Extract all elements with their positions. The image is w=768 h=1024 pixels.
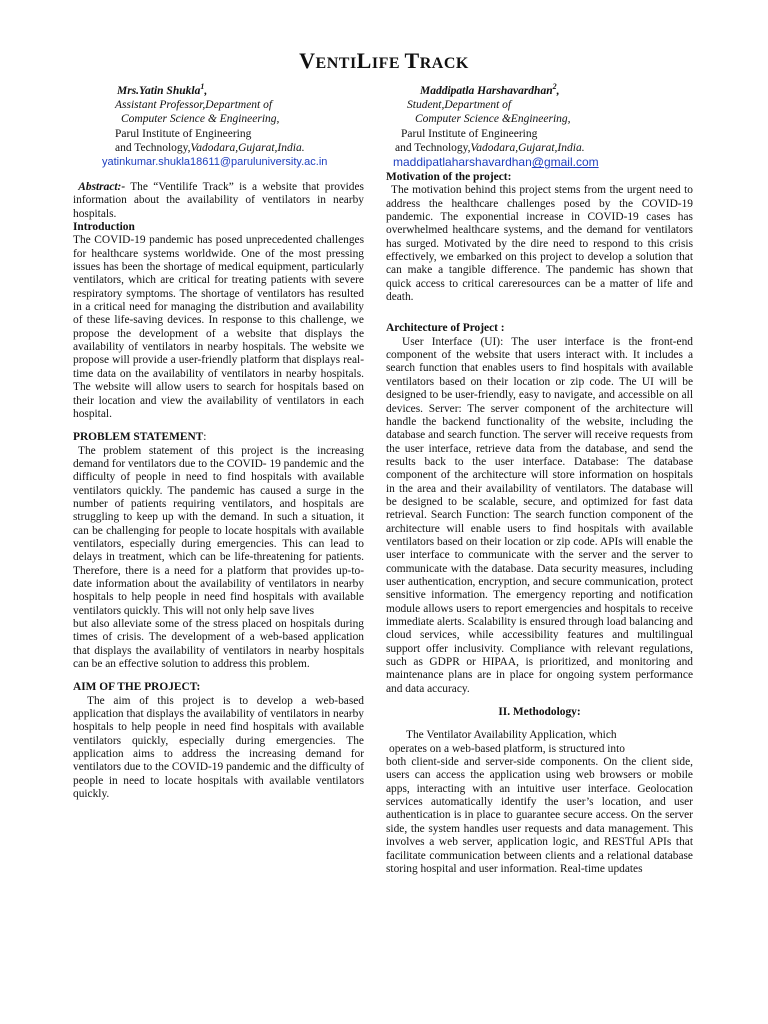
author-email-link[interactable]: maddipatlaharshavardhan@gmail.com (393, 155, 599, 170)
author-institution: Parul Institute of Engineering (401, 127, 538, 140)
methodology-intro-line-2: operates on a web-based platform, is structured into (389, 742, 625, 755)
methodology-text: both client-side and server-side components. On the client side, users can access the application using web browsers or mobile apps, interacting with an intuitive user interface. Geolocation services automatically identify the user’s location, and user authentication is in place to guarantee secure access. On the server side, the system handles user requests and data management. This involves a web server, application logic, and RESTful APIs that facilitate communication between clients and a relational database storing hospital and user information. Real-time updates (386, 756, 693, 875)
right-column (386, 171, 693, 876)
author-institution: Parul Institute of Engineering (115, 127, 252, 140)
section-heading-problem-statement: PROBLEM STATEMENT: (73, 431, 207, 444)
aim-text: The aim of this project is to develop a web-based application that displays the availability of ventilators in nearby hospitals to help people in need find hospitals with available ventilators quickly, especially during emergencies. The application aims to address the increasing demand for ventilators due to the COVID-19 pandemic and the difficulty of people in need to locate hospitals with available ventilators quickly. (73, 694, 364, 801)
author-role: Assistant Professor,Department of (115, 99, 273, 112)
section-heading-architecture: Architecture of Project : (386, 322, 505, 335)
author-role: Student,Department of (407, 99, 512, 112)
motivation-text: The motivation behind this project stems from the urgent need to address the healthcare challenges posed by the COVID-19 pandemic. The exponential increase in COVID-19 cases has overwhelmed healthcare systems, and the demand for ventilators has surged. Motivated by the dire need to respond to this crisis effectively, we embarked on this project to develop a solution that can make a tangible difference. The pandemic has shown that quick access to critical careresources can be a matter of life and death. (386, 184, 693, 304)
problem-statement-text: The problem statement of this project is the increasing demand for ventilators due to the COVID- 19 pandemic and the difficulty of people in need to find hospitals with available ventilators quickly. The pandemic has caused a surge in the number of patients requiring ventilators, and hospitals are struggling to keep up with the demand. In such a situation, it can be challenging for people to locate hospitals with available ventilators, especially during emergencies. This can lead to delays in treatment, which can be life-threatening for patients. Therefore, there is a need for a platform that provides up-to-date information about the availability of ventilators in nearby hospitals to help people in need find hospitals with available ventilators quickly. This will not only help save lives (73, 444, 365, 617)
section-heading-aim: AIM OF THE PROJECT: (73, 681, 201, 694)
left-column (73, 181, 364, 801)
author-2: Maddipatla Harshavardhan$^2$, Student,Department of Computer Science &Engineering, Parul Institute of Engineering and Technology,Vadodara,Gujarat,India. maddipatlaharshavardhan@gmail.com (385, 80, 599, 170)
architecture-text: User Interface (UI): The user interface is the front-end component of the website that users interact with. It includes a search function that enables users to find hospitals with available ventilators based on their location or zip code. The UI will be designed to be user-friendly, easy to navigate, and accessible on all devices. Server: The server component of the architecture will handle the backend functionality of the website, including the database and search function. The server will receive requests from the user interface, retrieve data from the database, and send the results back to the user interface. Database: The database component of the architecture will store information on hospitals in the area and their availability of ventilators. The database will be designed to be scalable, secure, and optimized for fast data retrieval. Search Function: The search function component of the architecture will enable users to find hospitals with available ventilators based on their location or zip code. APIs will enable the user interface to communicate with the server and the server to communicate with the database. Data security measures, including user authentication, encryption, and secure communication, protect sensitive information. The emergency reporting and notification module allows users to report emergencies and hospitals to receive immediate alerts. Scalability is ensured through load balancing and cloud services, while accessibility features and multilingual support offer inclusivity. Compliance with relevant regulations, such as GDPR or HIPAA, is prioritized, and monitoring and maintenance plans are in place for ongoing system performance and data accuracy. (386, 335, 693, 695)
author-dept: Computer Science & Engineering, (121, 113, 280, 126)
author-block (0, 80, 768, 170)
abstract: Abstract:- The “Ventilife Track” is a website that provides information about the availability of ventilators in nearby hospitals. (73, 181, 364, 220)
author-name: Mrs.Yatin Shukla (117, 84, 201, 97)
section-heading-introduction: Introduction (73, 221, 135, 234)
section-heading-methodology: II. Methodology: (498, 706, 581, 719)
section-heading-motivation: Motivation of the project: (386, 171, 512, 183)
introduction-text: The COVID-19 pandemic has posed unprecedented challenges for healthcare systems worldwide. One of the most pressing issues has been the shortage of medical equipment, particularly ventilators, which are critical for treating patients with severe respiratory symptoms. The shortage of ventilators has resulted in a critical need for managing the distribution and availability of these life-saving devices. In response to this challenge, we propose the development of a website that displays the availability of ventilators in nearby hospitals. The website we propose will provide a user-friendly platform that displays real-time data on the availability of ventilators in nearby hospitals. The website will allow users to search for hospitals based on their location and view the availability of ventilators in each hospital. (73, 234, 364, 420)
author-name: Maddipatla Harshavardhan (420, 84, 553, 97)
problem-statement-text-continued: but also alleviate some of the stress placed on hospitals during times of crisis. The development of a web-based application that displays the availability of ventilators in nearby hospitals can be an effective solution to address this problem. (73, 618, 364, 671)
author-email-link[interactable]: yatinkumar.shukla18611@paruluniversity.ac.in (102, 156, 328, 169)
methodology-intro-line: The Ventilator Availability Application, which (406, 729, 617, 742)
author-1: Mrs.Yatin Shukla$^1$, Assistant Professor,Department of Computer Science & Engineering, Parul Institute of Engineering and Technology,Vadodara,Gujarat,India. yatinkumar.shukla18611@paruluniversity.ac.in (95, 80, 327, 170)
paper-title: VENTILIFE TRACK (299, 48, 469, 73)
author-dept: Computer Science &Engineering, (415, 113, 571, 126)
